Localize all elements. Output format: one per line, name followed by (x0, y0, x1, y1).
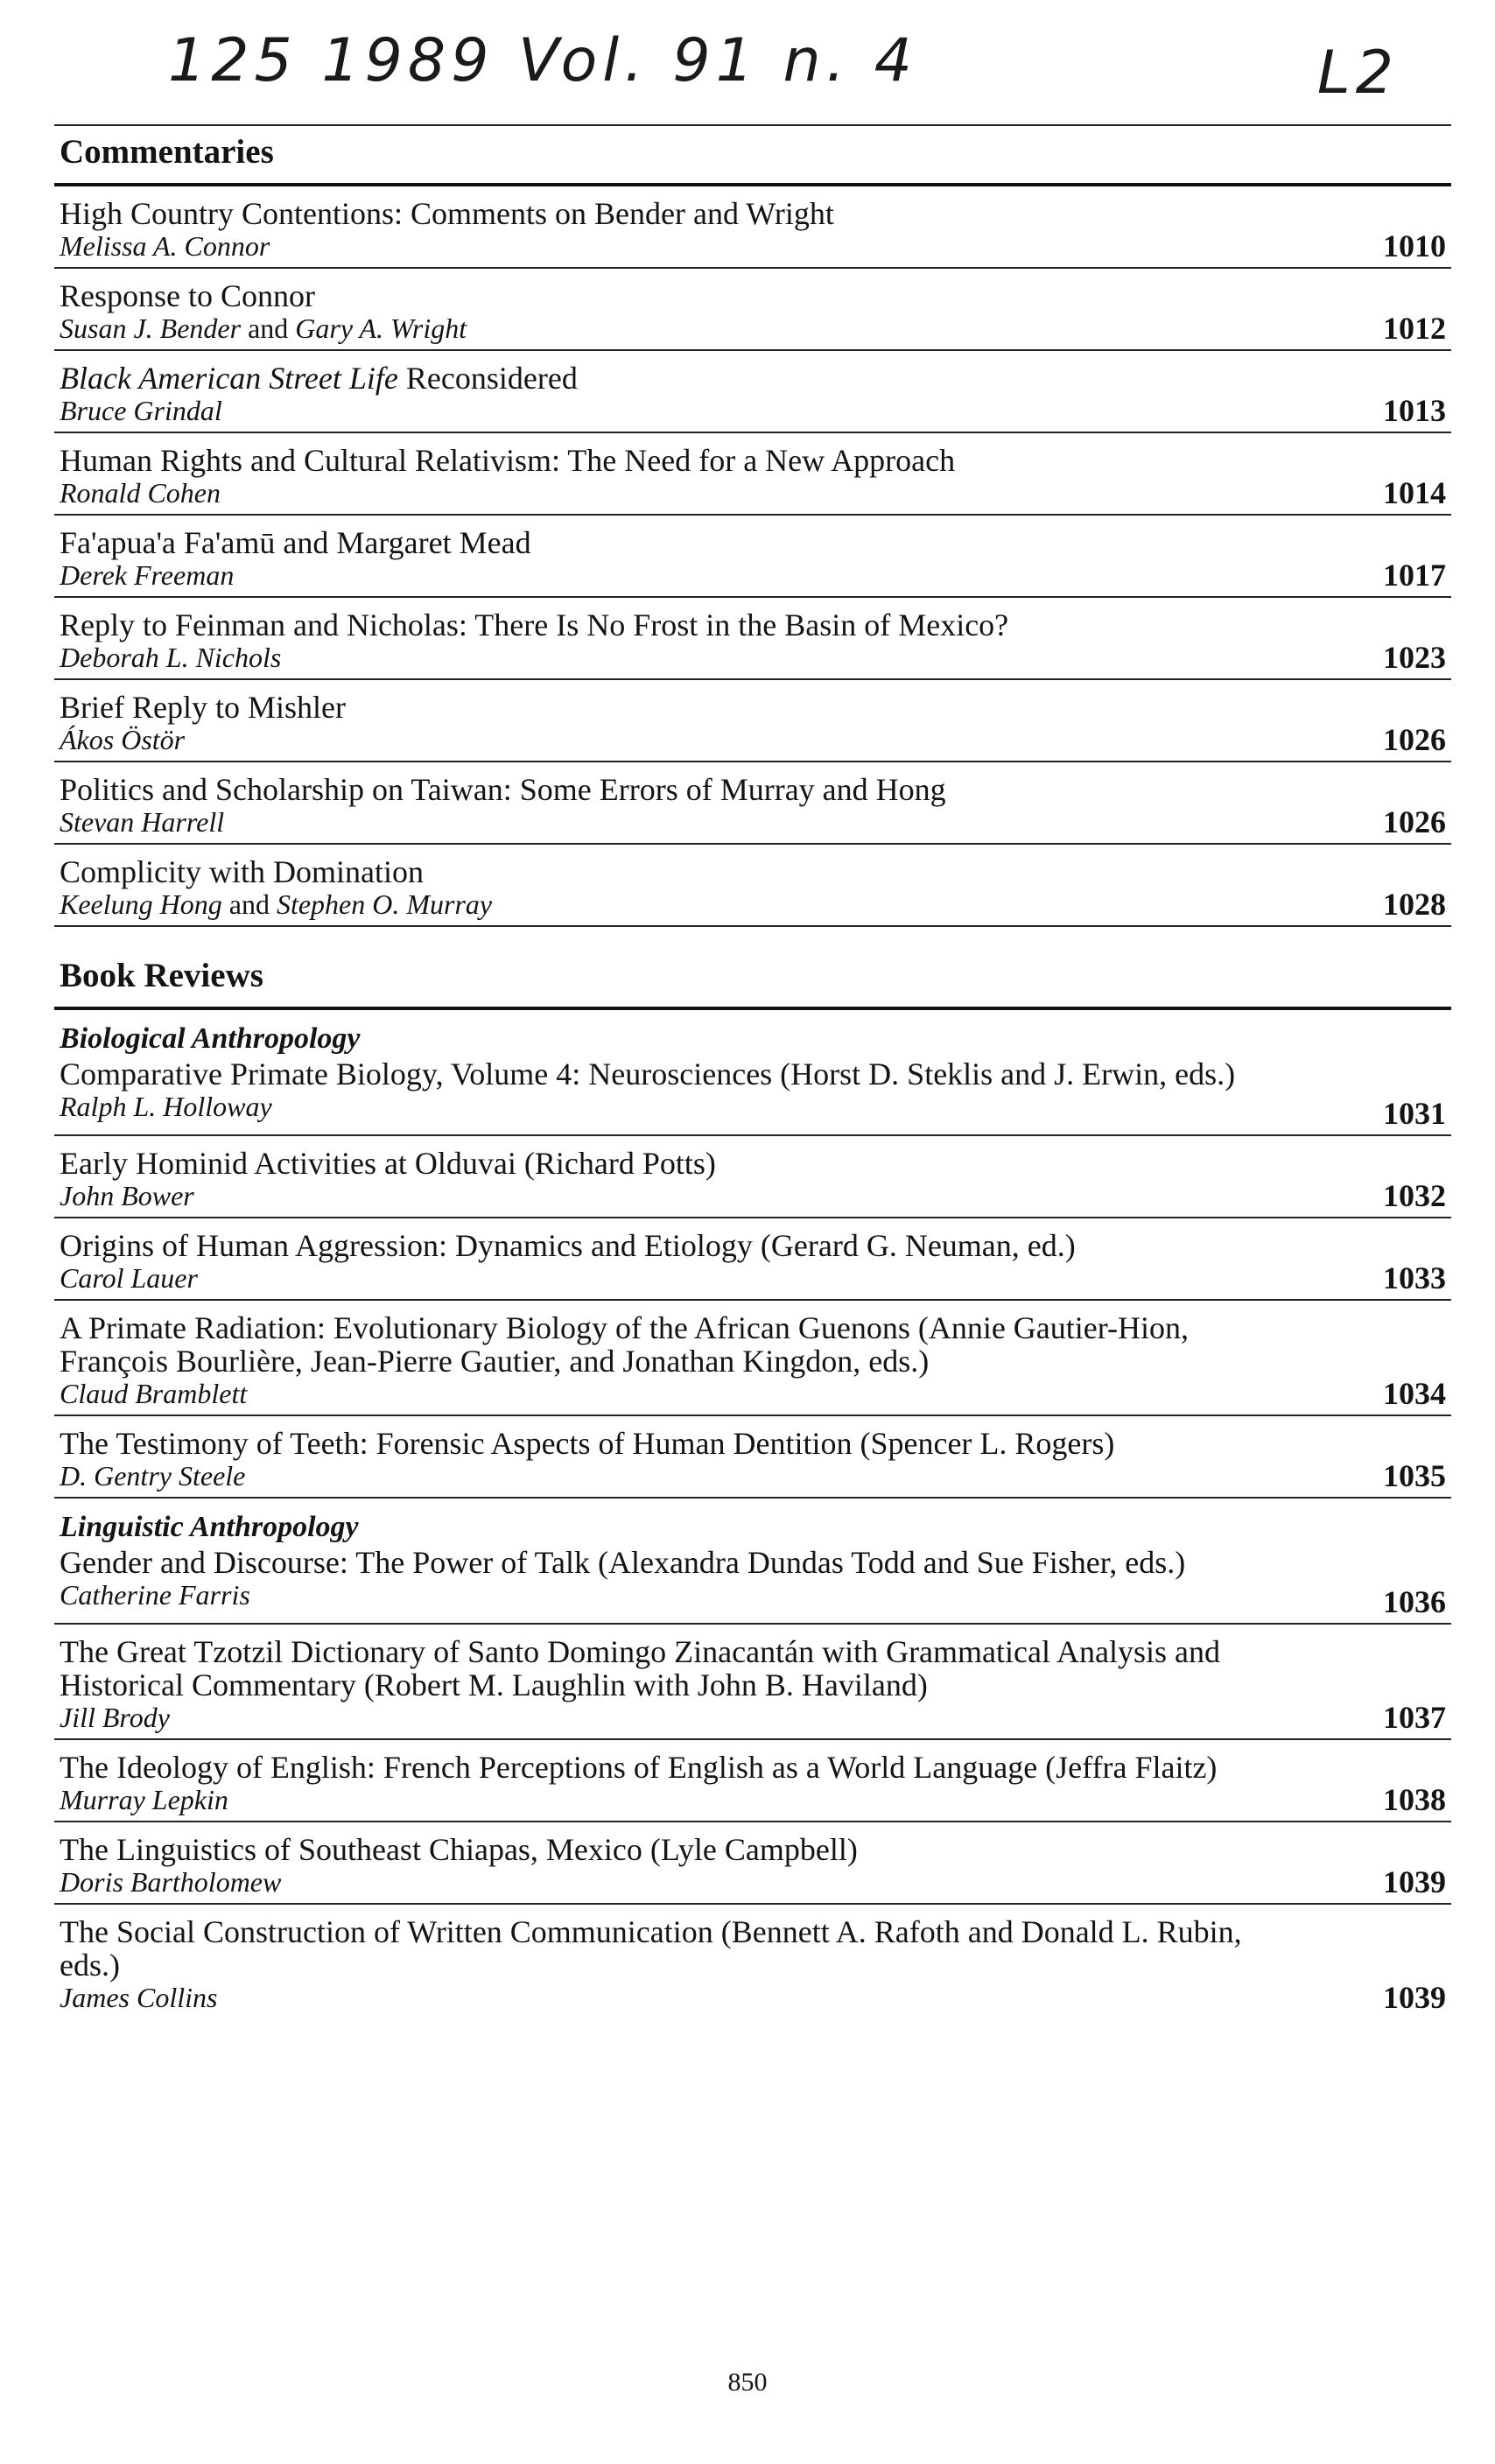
entry-title: Brief Reply to Mishler (60, 690, 346, 725)
entry-author: Ákos Östör (60, 724, 186, 755)
toc-entry (54, 1625, 1451, 1740)
entry-title: Human Rights and Cultural Relativism: The Need for a New Approach (60, 443, 956, 478)
entry-title: Origins of Human Aggression: Dynamics and Etiology (Gerard G. Neuman, ed.) (60, 1228, 1076, 1263)
toc-entry (54, 598, 1451, 680)
entry-page-number: 1038 (1383, 1782, 1446, 1817)
handwritten-annotation (54, 26, 1451, 124)
entry-author: Carol Lauer (60, 1262, 198, 1294)
entry-author: Ronald Cohen (60, 477, 221, 509)
entry-author: Stevan Harrell (60, 806, 225, 838)
toc-entry (54, 1416, 1451, 1499)
entry-title: The Linguistics of Southeast Chiapas, Mexico (Lyle Campbell) (60, 1832, 858, 1867)
entry-page-number: 1023 (1383, 640, 1446, 675)
entry-author-first: Susan J. Bender (60, 312, 242, 344)
entry-page-number: 1035 (1383, 1458, 1446, 1493)
entry-author-first: Keelung Hong (60, 888, 222, 920)
entry-page-number: 1039 (1383, 1980, 1446, 2015)
toc-entry (54, 433, 1451, 516)
entry-page-number: 1033 (1383, 1260, 1446, 1295)
entry-author: Bruce Grindal (60, 395, 222, 426)
toc-entry (54, 1822, 1451, 1905)
entry-title (60, 362, 1302, 395)
entry-page-number: 1028 (1383, 887, 1446, 922)
entry-title: A Primate Radiation: Evolutionary Biology of the African Guenons (Annie Gautier-Hion, François Bourlière, Jean-Pierre Gautier, and Jonathan Kingdon, eds.) (60, 1310, 1190, 1379)
toc-entry (54, 762, 1451, 845)
entry-title: Reply to Feinman and Nicholas: There Is No Frost in the Basin of Mexico? (60, 607, 1009, 642)
entry-title: Fa'apua'a Fa'amū and Margaret Mead (60, 525, 531, 560)
entry-title: The Social Construction of Written Communication (Bennett A. Rafoth and Donald L. Rubin, eds.) (60, 1914, 1242, 1983)
entry-author: Ralph L. Holloway (60, 1091, 272, 1122)
section-heading-commentaries: Commentaries (54, 126, 1451, 186)
section-gap (54, 927, 1451, 950)
entry-page-number: 1037 (1383, 1700, 1446, 1735)
toc-entry (54, 351, 1451, 433)
handwritten-code: L2 (1316, 39, 1399, 108)
entry-title: Politics and Scholarship on Taiwan: Some Errors of Murray and Hong (60, 772, 946, 807)
toc-entry (54, 186, 1451, 269)
entry-page-number: 1036 (1383, 1584, 1446, 1619)
entry-page-number: 1026 (1383, 804, 1446, 839)
entry-title-italic: Black American Street Life (60, 361, 398, 396)
entry-title: The Ideology of English: French Perceptions of English as a World Language (Jeffra Flaitz) (60, 1750, 1218, 1785)
entry-title: Gender and Discourse: The Power of Talk (Alexandra Dundas Todd and Sue Fisher, eds.) (60, 1545, 1186, 1580)
subsection-heading-biological: Biological Anthropology (60, 1022, 361, 1055)
toc-entry (54, 1740, 1451, 1822)
entry-title: The Great Tzotzil Dictionary of Santo Domingo Zinacantán with Grammatical Analysis and Historical Commentary (Robert M. Laughlin with John B. Haviland) (60, 1634, 1220, 1702)
entry-title: High Country Contentions: Comments on Bender and Wright (60, 196, 834, 231)
toc-entry (54, 1056, 1451, 1136)
toc-entry (54, 516, 1451, 598)
entry-author: Claud Bramblett (60, 1378, 248, 1409)
toc-entry (54, 1301, 1451, 1416)
entry-page-number: 1014 (1383, 475, 1446, 510)
entry-title-rest: Reconsidered (397, 361, 578, 396)
entry-author: Deborah L. Nichols (60, 642, 282, 673)
entry-author: John Bower (60, 1180, 194, 1211)
entry-author-second: Stephen O. Murray (276, 888, 493, 920)
entry-title: Complicity with Domination (60, 854, 424, 889)
page-number-footer: 850 (727, 2368, 768, 2397)
entry-page-number: 1034 (1383, 1376, 1446, 1411)
entry-author: D. Gentry Steele (60, 1460, 246, 1492)
author-connector: and (241, 312, 296, 344)
toc-entry (54, 1905, 1451, 2018)
toc-entry (54, 1544, 1451, 1625)
toc-entry (54, 1136, 1451, 1218)
entry-title: Comparative Primate Biology, Volume 4: Neurosciences (Horst D. Steklis and J. Erwin, eds.) (60, 1057, 1236, 1092)
toc-page (54, 26, 1451, 2018)
handwritten-volume-note: 125 1989 Vol. 91 n. 4 (168, 26, 918, 95)
entry-page-number: 1031 (1383, 1096, 1446, 1131)
entry-author-second: Gary A. Wright (295, 312, 467, 344)
entry-page-number: 1026 (1383, 722, 1446, 757)
entry-author: Murray Lepkin (60, 1784, 228, 1815)
section-heading-book-reviews: Book Reviews (54, 950, 1451, 1010)
entry-title: The Testimony of Teeth: Forensic Aspects of Human Dentition (Spencer L. Rogers) (60, 1426, 1115, 1461)
toc-entry (54, 1218, 1451, 1301)
toc-entry (54, 680, 1451, 762)
toc-entry (54, 269, 1451, 351)
author-connector: and (221, 888, 277, 920)
entry-page-number: 1039 (1383, 1864, 1446, 1899)
entry-page-number: 1012 (1383, 311, 1446, 346)
entry-author: Derek Freeman (60, 559, 235, 591)
entry-title: Response to Connor (60, 278, 315, 313)
entry-page-number: 1013 (1383, 393, 1446, 428)
entry-author: Catherine Farris (60, 1579, 250, 1611)
entry-page-number: 1010 (1383, 228, 1446, 263)
entry-page-number: 1032 (1383, 1178, 1446, 1213)
entry-author (60, 888, 1302, 920)
subsection-heading-linguistic: Linguistic Anthropology (60, 1511, 359, 1543)
entry-author: Melissa A. Connor (60, 230, 270, 262)
entry-title: Early Hominid Activities at Olduvai (Richard Potts) (60, 1146, 716, 1181)
toc-entry (54, 845, 1451, 927)
entry-author (60, 312, 1302, 344)
entry-author: Jill Brody (60, 1702, 170, 1733)
entry-author: Doris Bartholomew (60, 1866, 282, 1898)
entry-author: James Collins (60, 1982, 218, 2013)
entry-page-number: 1017 (1383, 558, 1446, 593)
